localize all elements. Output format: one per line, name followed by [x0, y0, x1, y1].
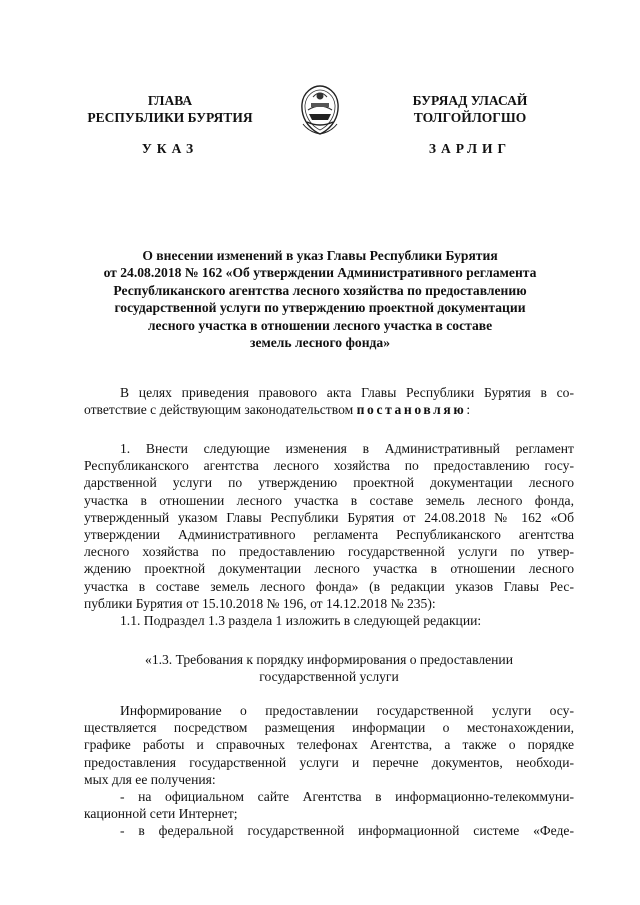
body-line: публики Бурятия от 15.10.2018 № 196, от 14.12.2018 № 235):: [84, 595, 436, 611]
decree-verb: постановляю: [356, 402, 467, 418]
body-line: дарственной услуги по утверждению проектной документации лесного: [84, 475, 574, 491]
preamble-text: ответствие с действующим законодательством: [84, 402, 357, 418]
item-1-1-line: 1.1. Подраздел 1.3 раздела 1 изложить в следующей редакции:: [120, 613, 482, 629]
subsection-title-line: «1.3. Требования к порядку информирования о предоставлении: [145, 652, 513, 667]
body-line: графике работы и справочных телефонах Агентства, а также о порядке: [84, 737, 574, 753]
body-line: мых для ее получения:: [84, 771, 216, 787]
body-line: Республиканского агентства лесного хозяйства по предоставлению госу-: [84, 458, 574, 474]
info-paragraph: [84, 702, 574, 840]
header-left-line1: ГЛАВА: [147, 93, 193, 108]
body-line: предоставления государственной услуги и перечне документов, необходи-: [84, 754, 574, 770]
body-line: лесного хозяйства по предоставлению государственной услуги по утвер-: [84, 544, 574, 560]
bullet-line: - в федеральной государственной информационной системе «Феде-: [120, 823, 574, 839]
title-line: лесного участка в отношении лесного участка в составе: [147, 317, 493, 333]
body-line: В целях приведения правового акта Главы Республики Бурятия в со-: [120, 385, 574, 400]
body-line: участка в составе земель лесного фонда» (в редакции указов Главы Рес-: [84, 578, 574, 594]
body-line: [84, 401, 574, 418]
body-line: утверждении Административного регламента Республиканского агентства: [84, 527, 574, 543]
body-line: Информирование о предоставлении государственной услуги осу-: [120, 703, 574, 718]
body-line: ждению проектной документации лесного участка в отношении лесного: [84, 561, 574, 577]
decree-label-left: УКАЗ: [141, 141, 199, 156]
preamble-paragraph: [84, 384, 574, 418]
body-line: участка в отношении лесного участка в составе земель лесного фонда,: [84, 492, 574, 508]
preamble-colon: :: [466, 402, 471, 418]
header-right-line2: ТОЛГОЙЛОГШО: [413, 110, 527, 125]
bullet-line: кационной сети Интернет;: [84, 806, 238, 822]
title-line: государственной услуги по утверждению проектной документации: [114, 300, 526, 316]
bullet-line: - на официальном сайте Агентства в информационно-телекоммуни-: [120, 789, 574, 805]
body-line: 1. Внести следующие изменения в Административный регламент: [120, 441, 574, 456]
header-left-line2: РЕСПУБЛИКИ БУРЯТИЯ: [87, 110, 253, 125]
subsection-title: [84, 651, 574, 685]
title-line: Республиканского агентства лесного хозяйства по предоставлению: [113, 282, 527, 298]
title-line: от 24.08.2018 № 162 «Об утверждении Административного регламента: [103, 265, 537, 281]
coat-of-arms-icon: [299, 84, 341, 136]
body-line: утвержденный указом Главы Республики Бурятия от 24.08.2018 № 162 «Об: [84, 509, 574, 525]
decree-label-right: ЗАРЛИГ: [428, 141, 512, 156]
body-line: ществляется посредством размещения информации о местонахождении,: [84, 720, 574, 736]
document-title: [60, 247, 580, 351]
header-left: [70, 92, 270, 126]
subsection-title-line: государственной услуги: [259, 669, 399, 685]
header-right-line1: БУРЯАД УЛАСАЙ: [412, 93, 528, 108]
title-line: земель лесного фонда»: [249, 335, 391, 351]
header-right: [370, 92, 570, 126]
title-line: О внесении изменений в указ Главы Республики Бурятия: [142, 248, 498, 263]
item-1-paragraph: [84, 440, 574, 629]
